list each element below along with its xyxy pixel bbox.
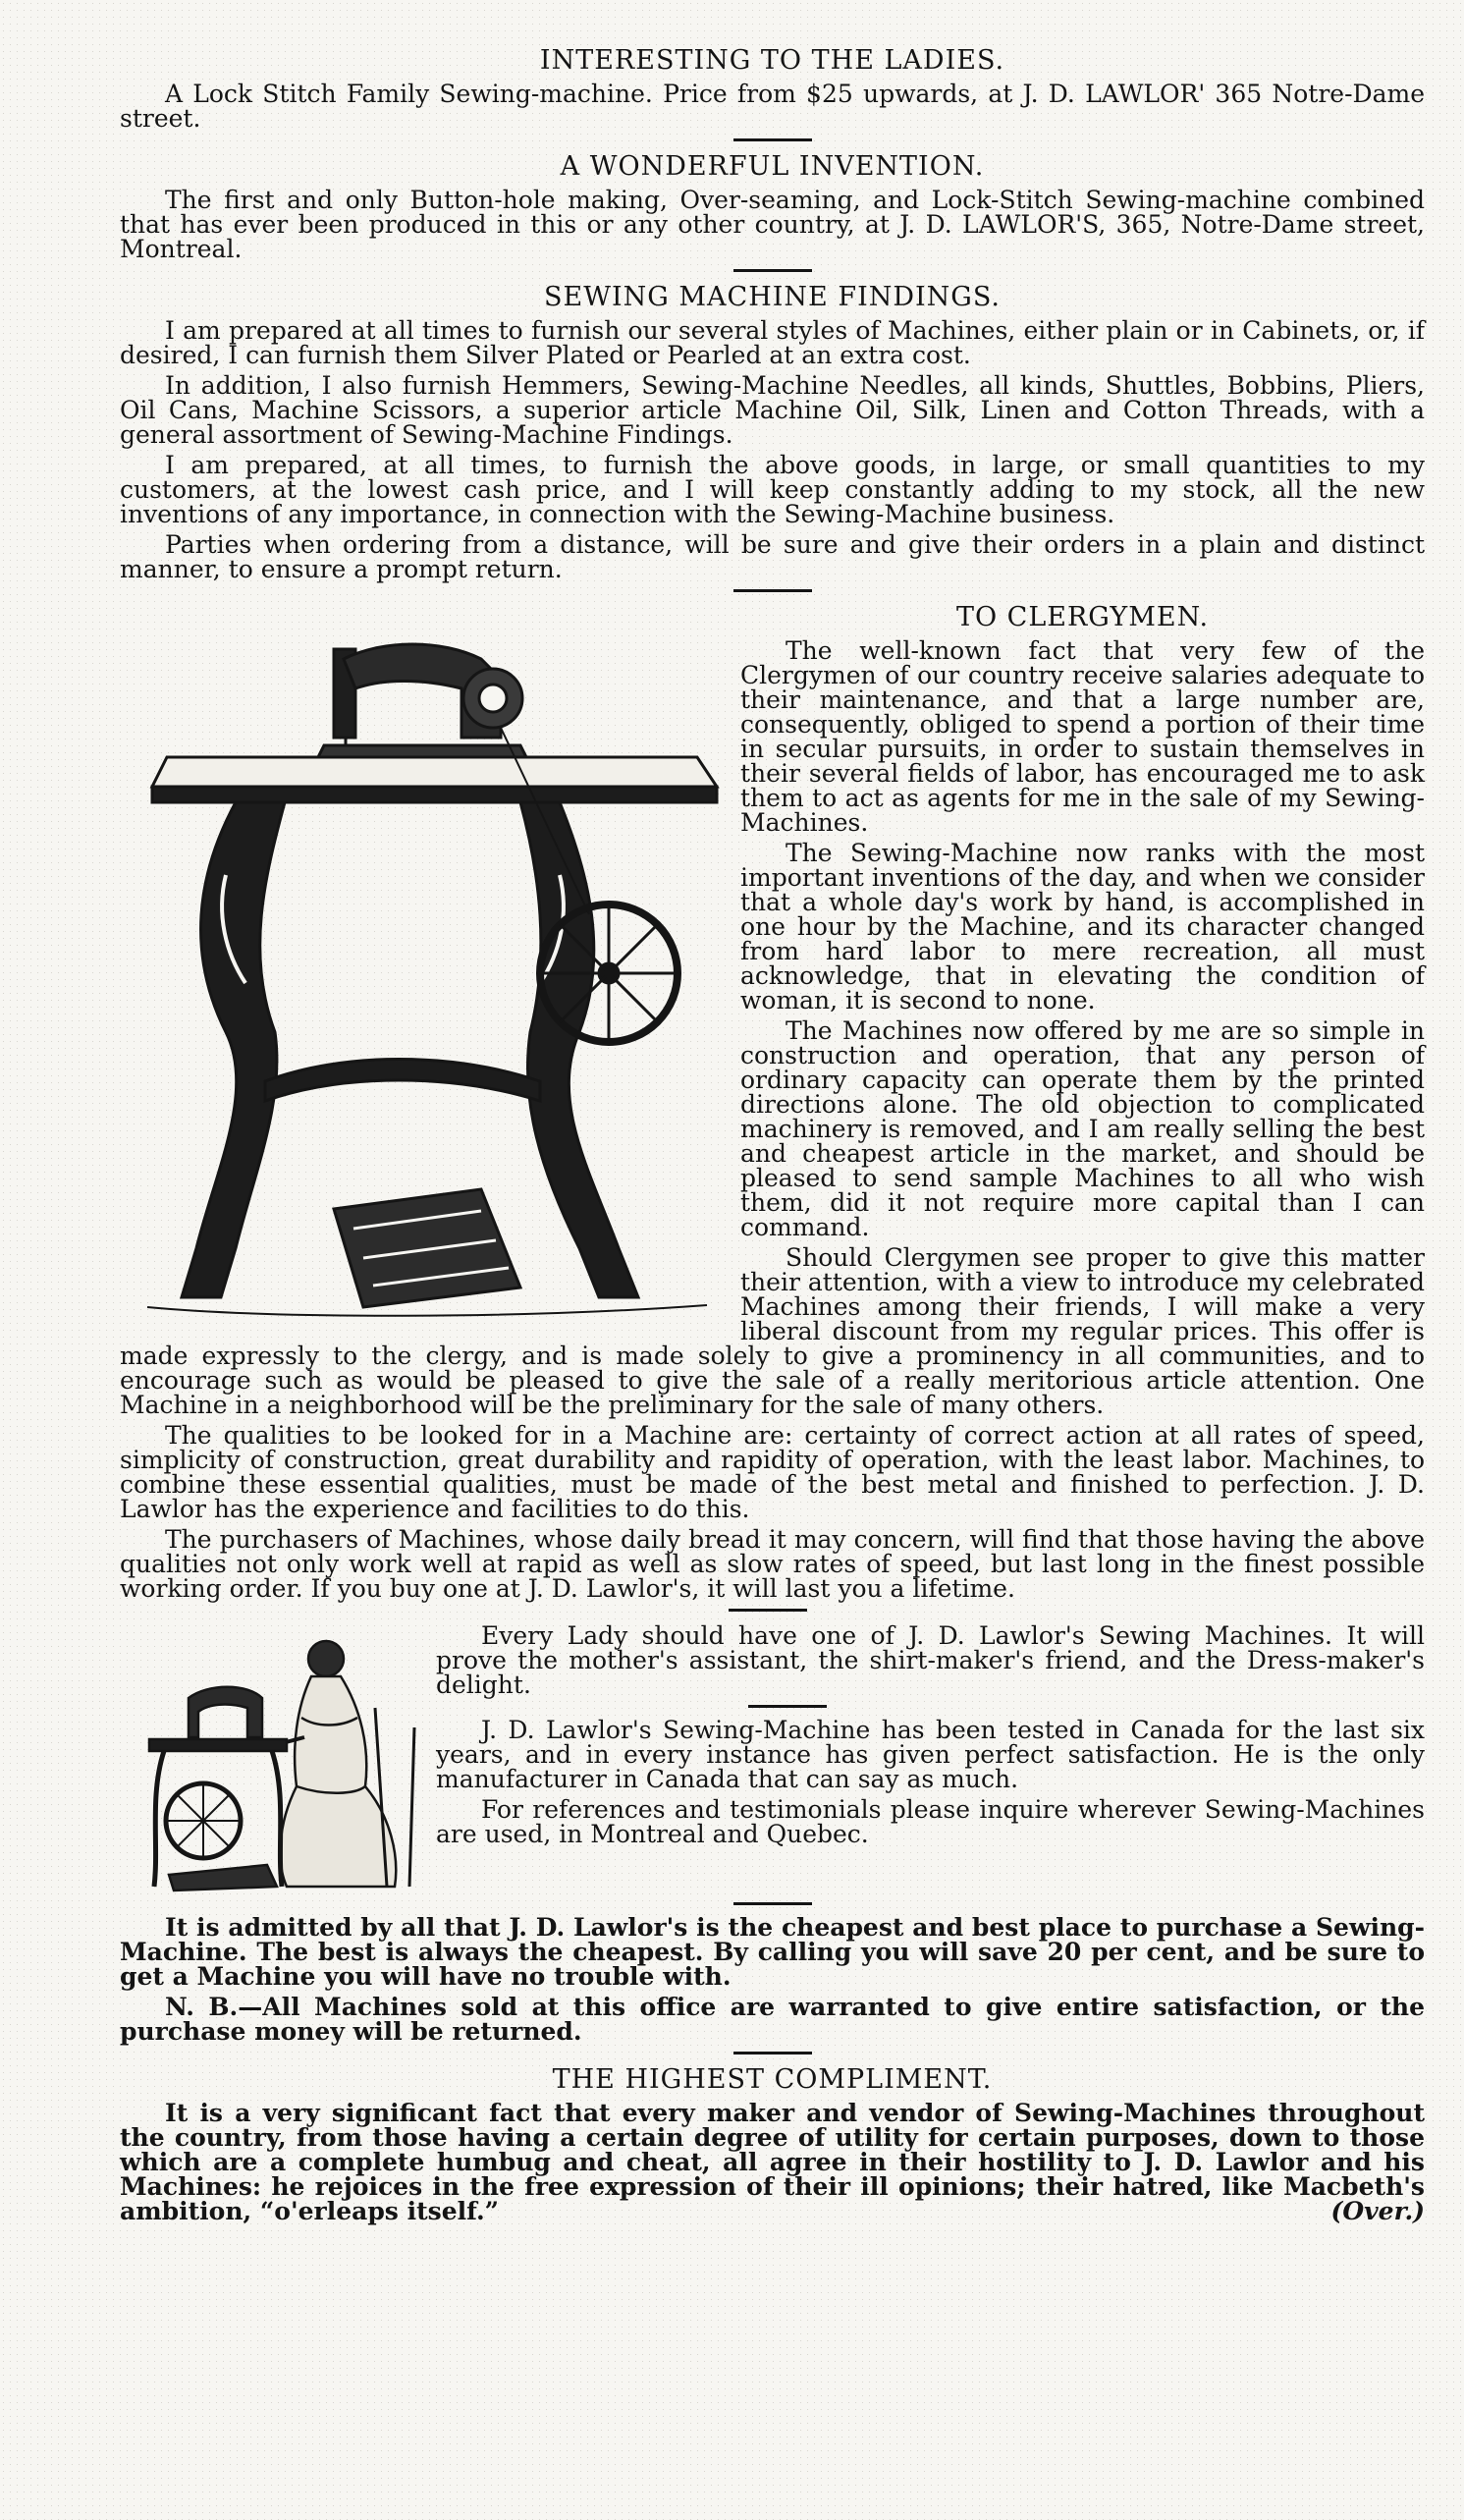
paragraph: The well-known fact that very few of the Clergymen of our country receive salaries adequate to their maintenance, and that a large number are, consequently, obliged to spend a portion of their time in secular pursuits, in order to sustain themselves in their several fields of labor, has encouraged me to ask them to act as agents for me in the sale of my Sewing-Machines. xyxy=(740,636,1425,837)
lady-sewing-illustration xyxy=(130,1629,424,1894)
divider xyxy=(733,2052,812,2054)
heading-findings: SEWING MACHINE FINDINGS. xyxy=(544,282,1001,312)
paragraph: I am prepared at all times to furnish our several styles of Machines, either plain or in Cabinets, or, if desired, I can furnish them Silver Plated or Pearled at an extra cost. xyxy=(120,316,1425,369)
paragraph: It is admitted by all that J. D. Lawlor's is the cheapest and best place to purchase a Sewing-Machine. The best is always the cheapest. By calling you will save 20 per cent, and be sure to get a Machine you will have no trouble with. xyxy=(120,1913,1425,1991)
paragraph: Parties when ordering from a distance, will be sure and give their orders in a plain and distinct manner, to ensure a prompt return. xyxy=(120,530,1425,583)
divider xyxy=(729,1609,807,1612)
divider xyxy=(733,138,812,141)
paragraph: J. D. Lawlor's Sewing-Machine has been tested in Canada for the last six years, and in every instance has given perfect satisfaction. He is the only manufacturer in Canada that can say as much. xyxy=(436,1716,1425,1793)
paragraph: For references and testimonials please inquire wherever Sewing-Machines are used, in Montreal and Quebec. xyxy=(436,1795,1425,1848)
divider xyxy=(733,589,812,592)
paragraph: In addition, I also furnish Hemmers, Sewing-Machine Needles, all kinds, Shuttles, Bobbins, Pliers, Oil Cans, Machine Scissors, a superior article Machine Oil, Silk, Linen and Cotton Threads, with a general assortment of Sewing-Machine Findings. xyxy=(120,371,1425,449)
sewing-machine-table-illustration xyxy=(128,620,727,1335)
divider xyxy=(748,1705,827,1708)
paragraph: The purchasers of Machines, whose daily bread it may concern, will find that those having the above qualities not only work well at rapid as well as slow rates of speed, but last long in the finest possible working order. If you buy one at J. D. Lawlor's, it will last you a lifetime. xyxy=(120,1525,1425,1603)
compliment-text: It is a very significant fact that every maker and vendor of Sewing-Machines throughout the country, from those having a certain degree of utility for certain purposes, down to those which are a complete humbug and cheat, all agree in their hostility to J. D. Lawlor and his Machines: he rejoices in the free expression of their ill opinions; their hatred, like Macbeth's ambition, “o'erleaps itself.” xyxy=(120,2099,1425,2225)
paragraph: The qualities to be looked for in a Machine are: certainty of correct action at all rates of speed, simplicity of construction, great durability and rapidity of operation, with the least labor. Machines, to combine these essential qualities, must be made of the best metal and finished to perfection. J. D. Lawlor has the experience and facilities to do this. xyxy=(120,1421,1425,1523)
heading-wonderful-invention: A WONDERFUL INVENTION. xyxy=(560,151,985,182)
heading-highest-compliment: THE HIGHEST COMPLIMENT. xyxy=(552,2064,993,2095)
lady-at-machine-icon xyxy=(130,1629,424,1894)
sewing-machine-icon xyxy=(128,620,727,1335)
paragraph: A Lock Stitch Family Sewing-machine. Price from $25 upwards, at J. D. LAWLOR' 365 Notre-Dame street. xyxy=(120,80,1425,133)
paragraph: The Machines now offered by me are so simple in construction and operation, that any person of ordinary capacity can operate them by the printed directions alone. The old objection to complicated machinery is removed, and I am really selling the best and cheapest article in the market, and should be pleased to send sample Machines to all who wish them, did it not require more capital than I can command. xyxy=(740,1016,1425,1241)
over-label: (Over.) xyxy=(1330,2197,1425,2225)
divider xyxy=(733,1902,812,1905)
paragraph: Every Lady should have one of J. D. Lawlor's Sewing Machines. It will prove the mother's assistant, the shirt-maker's friend, and the Dress-maker's delight. xyxy=(436,1621,1425,1699)
paragraph xyxy=(120,2101,1425,2223)
heading-interesting: INTERESTING TO THE LADIES. xyxy=(539,45,1005,76)
paragraph: The Sewing-Machine now ranks with the most important inventions of the day, and when we consider that a whole day's work by hand, is accomplished in one hour by the Machine, and its character changed from hard labor to mere recreation, all must acknowledge, that in elevating the condition of woman, it is second to none. xyxy=(740,839,1425,1014)
paragraph: The first and only Button-hole making, Over-seaming, and Lock-Stitch Sewing-machine combined that has ever been produced in this or any other country, at J. D. LAWLOR'S, 365, Notre-Dame street, Montreal. xyxy=(120,186,1425,263)
paragraph: Should Clergymen see proper to give this matter their attention, with a view to introduce my celebrated Machines among their friends, I will make a very liberal discount from my regular prices. This offer is made expressly to the clergy, and is made solely to give a prominency in all communities, and to encourage such as would be pleased to give the sale of a really meritorious article attention. One Machine in a neighborhood will be the preliminary for the sale of many others. xyxy=(120,1243,1425,1419)
paragraph: I am prepared, at all times, to furnish the above goods, in large, or small quantities to my customers, at the lowest cash price, and I will keep constantly adding to my stock, all the new inventions of any importance, in connection with the Sewing-Machine business. xyxy=(120,451,1425,528)
heading-clergymen: TO CLERGYMEN. xyxy=(955,602,1210,632)
divider xyxy=(733,269,812,272)
paragraph: N. B.—All Machines sold at this office are warranted to give entire satisfaction, or the purchase money will be returned. xyxy=(120,1993,1425,2046)
